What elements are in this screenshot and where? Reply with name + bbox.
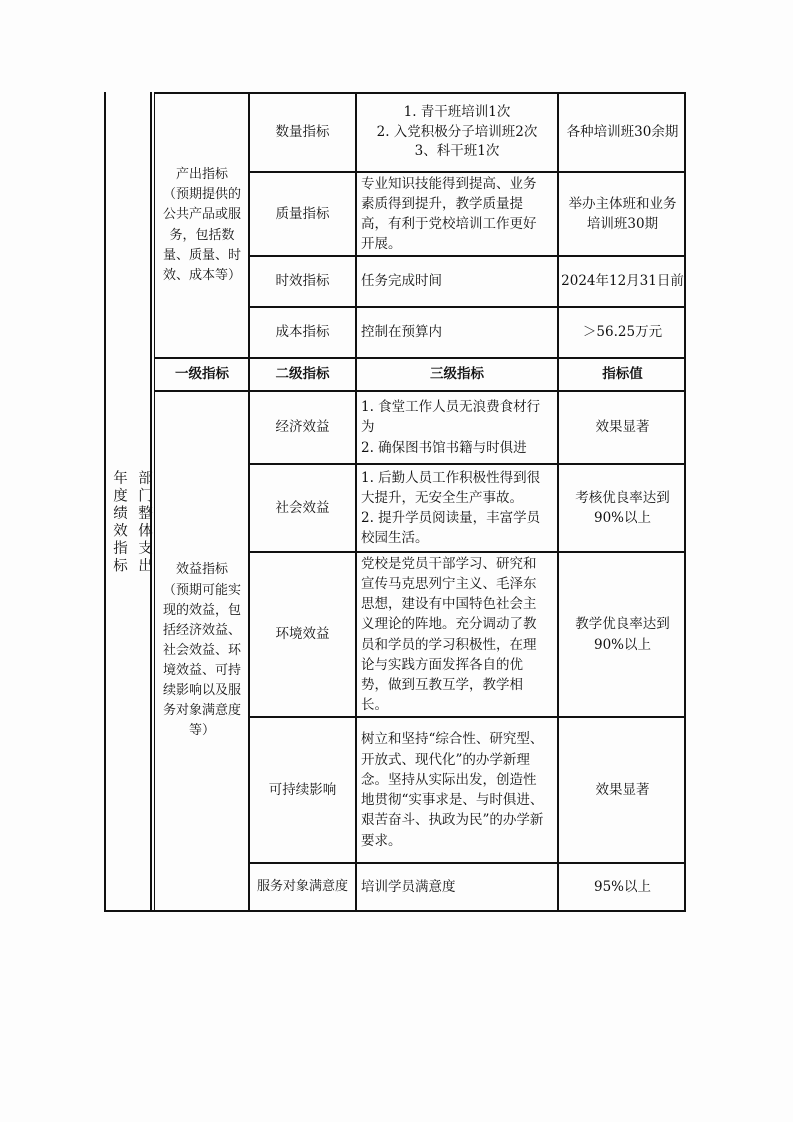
quality-indicator-name: 质量指标 (275, 205, 330, 222)
timeliness-indicator-content: 任务完成时间 (361, 273, 442, 290)
cost-indicator-content: 控制在预算内 (361, 324, 442, 341)
header-value: 指标值 (602, 366, 643, 383)
quality-indicator-value: 举办主体班和业务培训班30期 (568, 195, 677, 232)
side-title-line-1: 年度绩效指标 (111, 469, 127, 575)
sustainable-impact-name: 可持续影响 (268, 781, 337, 798)
timeliness-indicator-value: 2024年12月31日前 (561, 273, 684, 290)
satisfaction-name: 服务对象满意度 (256, 879, 348, 895)
economic-benefit-value: 效果显著 (595, 419, 650, 436)
side-title (111, 392, 152, 652)
cost-indicator-value: ＞56.25万元 (582, 324, 663, 341)
cost-indicator-name: 成本指标 (275, 324, 330, 341)
satisfaction-value: 95%以上 (593, 878, 651, 895)
environmental-benefit-content: 党校是党员干部学习、研究和宣传马克思列宁主义、毛泽东思想，建设有中国特色社会主义理论的阵地。充分调动了教员和学员的学习积极性，在理论与实践方面发挥各自的优势，做到互教互学，教学相长。 (361, 555, 537, 714)
quantity-indicator-value: 各种培训班30余期 (566, 124, 679, 141)
sustainable-impact-content: 树立和坚持“综合性、研究型、开放式、现代化”的办学新理念。坚持从实际出发，创造性地贯彻“实事求是、与时俱进、艰苦奋斗、执政为民”的办学新要求。 (361, 731, 544, 849)
output-indicator-label: 产出指标 （预期提供的公共产品或服务，包括数量、质量、时效、成本等） (162, 167, 241, 283)
environmental-benefit-value: 教学优良率达到90%以上 (575, 616, 670, 653)
header-level-3: 三级指标 (430, 366, 484, 383)
timeliness-indicator-name: 时效指标 (275, 273, 330, 290)
quantity-indicator-content: 1. 青干班培训1次 2. 入党积极分子培训班2次 3、科干班1次 (376, 104, 538, 160)
header-level-1: 一级指标 (175, 366, 229, 383)
social-benefit-value: 考核优良率达到90%以上 (575, 489, 670, 526)
side-title-line-2: 部门整体支出 (136, 469, 152, 575)
satisfaction-content: 培训学员满意度 (361, 878, 456, 895)
social-benefit-name: 社会效益 (275, 499, 330, 516)
environmental-benefit-name: 环境效益 (275, 626, 330, 643)
quantity-indicator-name: 数量指标 (275, 124, 330, 141)
header-level-2: 二级指标 (275, 366, 330, 383)
benefit-indicator-label: 效益指标 （预期可能实现的效益，包括经济效益、社会效益、环境效益、可持续影响以及服务对象满意度等） (162, 562, 241, 739)
social-benefit-content: 1. 后勤人员工作积极性得到很大提升，无安全生产事故。 2. 提升学员阅读量，丰富学员校园生活。 (361, 469, 541, 547)
economic-benefit-content: 1. 食堂工作人员无浪费食材行为 2. 确保图书馆书籍与时俱进 (361, 399, 541, 456)
sustainable-impact-value: 效果显著 (595, 781, 650, 798)
performance-indicator-table (104, 92, 686, 912)
economic-benefit-name: 经济效益 (275, 419, 330, 436)
quality-indicator-content: 专业知识技能得到提高、业务素质得到提升，教学质量提高，有利于党校培训工作更好开展。 (361, 175, 537, 253)
